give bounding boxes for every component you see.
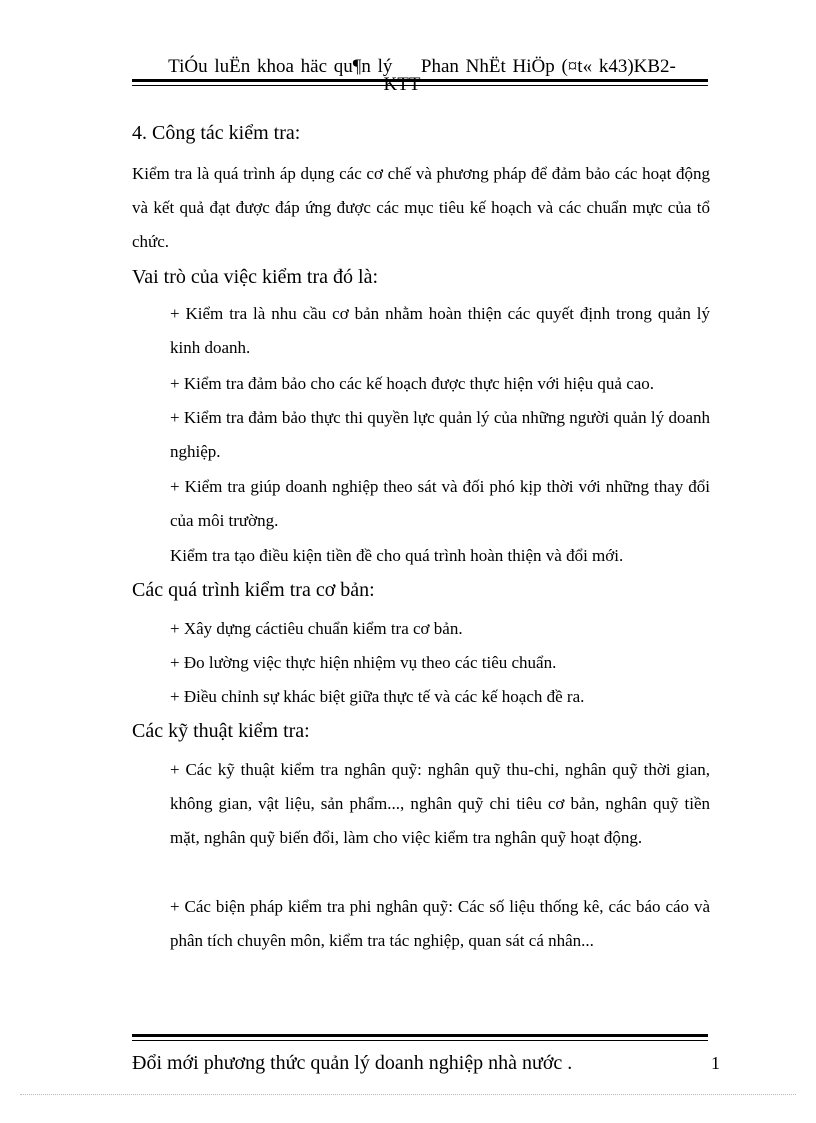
role-item-5: Kiểm tra tạo điều kiện tiền đề cho quá trình hoàn thiện và đổi mới. <box>170 546 624 565</box>
roles-heading: Vai trò của việc kiểm tra đó là: <box>132 266 379 288</box>
header-rule-thin <box>132 85 708 86</box>
role-item-1: + Kiểm tra là nhu cầu cơ bản nhằm hoàn thiện các quyết định trong quản lý kinh doanh. <box>170 304 710 357</box>
page-bottom-divider <box>20 1094 796 1095</box>
role-item-3: + Kiểm tra đảm bảo thực thi quyền lực quản lý của những người quản lý doanh nghiệp. <box>170 408 710 461</box>
process-item-2: + Đo lường việc thực hiện nhiệm vụ theo các tiêu chuẩn. <box>170 653 557 672</box>
techniques-heading: Các kỹ thuật kiểm tra: <box>132 720 310 742</box>
section-heading: 4. Công tác kiểm tra: <box>132 122 301 144</box>
process-item-3: + Điều chỉnh sự khác biệt giữa thực tế và các kế hoạch đề ra. <box>170 687 585 706</box>
intro-paragraph: Kiểm tra là quá trình áp dụng các cơ chế và phương pháp để đảm bảo các hoạt động và kết quả đạt được đáp ứng được các mục tiêu kế hoạch và các chuẩn mực của tổ chức. <box>132 164 710 251</box>
technique-item-1: + Các kỹ thuật kiểm tra nghân quỹ: nghân quỹ thu-chi, nghân quỹ thời gian, không gian, vật liệu, sản phẩm..., nghân quỹ chi tiêu cơ bản, nghân quỹ tiền mặt, nghân quỹ biến đổi, làm cho việc kiểm tra nghân quỹ hoạt động. <box>170 760 710 847</box>
header-right: Phan NhËt HiÖp (¤t« k43)KB2- <box>420 56 676 77</box>
process-item-1: + Xây dựng cáctiêu chuẩn kiểm tra cơ bản. <box>170 619 463 638</box>
header-left: TiÓu luËn khoa häc qu¶n lý <box>168 56 393 77</box>
page-number: 1 <box>711 1053 720 1073</box>
footer-rule-thin <box>132 1040 708 1041</box>
footer-rule-thick <box>132 1034 708 1037</box>
process-heading: Các quá trình kiểm tra cơ bản: <box>132 579 375 601</box>
header-rule-thick <box>132 79 708 82</box>
role-item-4: + Kiểm tra giúp doanh nghiệp theo sát và đối phó kịp thời với những thay đổi của môi trường. <box>170 477 710 530</box>
footer-title: Đổi mới phương thức quản lý doanh nghiệp nhà nước . <box>132 1052 573 1074</box>
role-item-2: + Kiểm tra đảm bảo cho các kế hoạch được thực hiện với hiệu quả cao. <box>170 374 655 393</box>
header-wrap: KTT <box>383 74 421 95</box>
technique-item-2: + Các biện pháp kiểm tra phi nghân quỹ: Các số liệu thống kê, các báo cáo và phân tích chuyên môn, kiểm tra tác nghiệp, quan sát cá nhân... <box>170 897 710 950</box>
